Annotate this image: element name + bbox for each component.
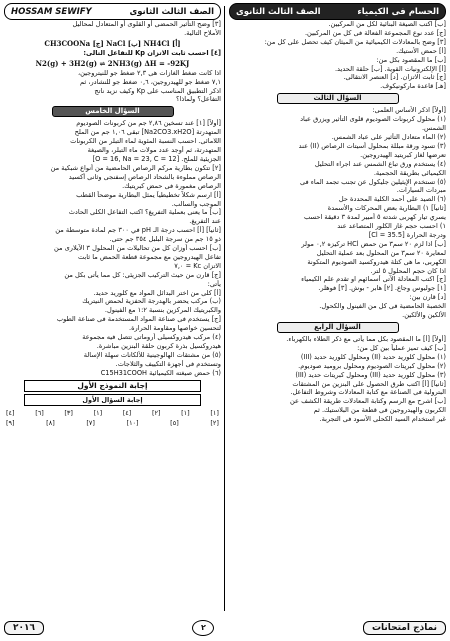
question-line: ١) احسب حجم غاز الكلور المتصاعد عند bbox=[337, 222, 446, 231]
question-line: (١) محلول كربونات الصوديوم قلوى التأثير ويزرق عباد bbox=[300, 115, 446, 124]
right-header bbox=[229, 3, 446, 20]
salts-formulas: CH3COONa [ج] NaCl [ب] NH4Cl [أ] bbox=[44, 38, 181, 48]
answer-choice: [٢] bbox=[151, 408, 161, 417]
answer-choice: [٨] bbox=[46, 418, 55, 427]
question-line: [٢] تتكون بطارية مركم الرصاص الحامضية من أنواع شبكية من bbox=[50, 163, 221, 172]
haber-equation: N2(g) + 3H2(g) ⇌ 2NH3(g) ΔH = -92KJ bbox=[35, 58, 190, 68]
question-line: ودرجة الحرارة [Cl = 35.5] bbox=[368, 230, 446, 239]
question-line: [ج] قارن من حيث التركيب الجزيئى: كل مما يأتى بكل من bbox=[64, 270, 221, 279]
question-line: (٦) حمض صيغته الكيميائية C15H31COOH bbox=[100, 368, 221, 377]
model-answer-subtitle: إجابة السؤال الأول bbox=[24, 394, 201, 406]
question-line: [أولاً] [١] عند تسخين ٢,٨٦ جم من كربونات الصوديوم bbox=[76, 119, 221, 128]
question-line: الاتزان Kc = ٧,٠ bbox=[174, 261, 221, 270]
footer-exam-label: نماذج امتحانات bbox=[363, 621, 446, 635]
equilibrium-intro: [٤] احسب ثابت الاتزان Kp للتفاعل التالى: bbox=[83, 48, 221, 57]
question-line: [أ] الإلكترونيات القوية. [ب] حلقة الحديد. bbox=[334, 64, 446, 73]
q3-title: السؤال الثالث bbox=[277, 93, 399, 104]
question-line: الرصاص مملوءة بالشحاد الرصاص إسفنجى وثانى أكسيد bbox=[68, 172, 221, 181]
question-line: تفاعل الهيدروجين مع مجموعة قطعة الحمض ما ثابت bbox=[77, 252, 221, 261]
question-line: [أ] حمض الأستيك. bbox=[396, 46, 446, 55]
question-line: [ب] اذا لزم ٢٠ سم٣ من حمض HCl تركيزه ٠,٢ مولر bbox=[301, 239, 446, 248]
question-line: [ج] اكتب المعادلة الآتى أسمائهم او تقدم علم الكيمياء bbox=[301, 275, 446, 284]
question-line: الأملاح التالية. bbox=[184, 28, 221, 37]
q4-title: السؤال الرابع bbox=[277, 322, 399, 333]
question-line: غير استخدام السيد الكحلى الأسود فى التجربة. bbox=[319, 415, 446, 424]
question-line: [ب] اكتب الصيغة البنائية لكل من المركبين. bbox=[328, 20, 446, 28]
question-line: الكهربى، ما هى كتلة هيدروكسيد الصوديوم المتكونة bbox=[307, 257, 446, 266]
left-top-lines bbox=[4, 20, 221, 38]
question-line: [أولاً] [أ] ما المقصود بكل مما يأتى مع ذكر الطلاء بالكهرباء. bbox=[286, 335, 446, 343]
question-line: الرصاص مغمورة فى حمض كبريتيك. bbox=[122, 181, 221, 190]
question-line: (٣) محلول كلوريد حديد (III) ومحلول كبريتات حديد (III) bbox=[295, 370, 446, 379]
book-title: الحسام فى الكيمياء bbox=[357, 6, 439, 17]
q3-lines bbox=[229, 106, 446, 320]
question-line: [ب] كيف تميز عملياً بين كل من: bbox=[357, 343, 446, 352]
q5-lines bbox=[4, 119, 221, 377]
question-line: [ج] عدد نوع المجموعة الفعالة فى كل من المركبين. bbox=[304, 28, 446, 37]
question-line: [٣] وضح التأثير الحمضى أو القلوى أو المتعادل لمحاليل bbox=[72, 20, 221, 28]
question-line: الخصبة الحامضية فى كل من الفينول والكحول. bbox=[319, 302, 446, 311]
question-line: الألكين والألكين. bbox=[402, 311, 446, 320]
question-line: الكربون والهيدروجين فى قطعة من البلاستيك. ثم bbox=[313, 406, 446, 415]
question-line: [ثانياً] [أ] اكتب طرق الحصول على البنزين من المشتقات bbox=[292, 379, 446, 388]
left-header bbox=[4, 3, 221, 20]
answer-choice: [٤] bbox=[6, 408, 15, 417]
question-line: [أ] كلى من اختر البدائل المواد مع كلوريد حديد. bbox=[93, 288, 221, 297]
answer-choice: [١] bbox=[181, 408, 190, 417]
question-line: اذا كانت ضغط الغازات هى ٢,٣ ضغط جو للنيتروجين، bbox=[77, 68, 221, 77]
answer-choice: [٣] bbox=[64, 408, 73, 417]
question-line: [١] جوليوس وجاع. [٢] هابر - بوش. [٣] فوهلر. bbox=[318, 284, 446, 293]
grade-label: الصف الثالث الثانوى bbox=[236, 6, 321, 17]
question-line: [ج] ثابت الاتزان. [د] العنصر الانتقالى. bbox=[343, 73, 446, 82]
question-line: وتستخدم فى أجهزة التكييف والثلاجات. bbox=[115, 359, 221, 368]
question-line: البترولية فى الصناعة مع كتابة المعادلات وشروط التفاعل. bbox=[290, 388, 446, 397]
question-line: [د] قارن بين: bbox=[409, 293, 446, 302]
question-line: [ب] اشرح مع الرسم وكتابة المعادلات طريقة الكشف عن bbox=[290, 397, 446, 406]
q4-lines bbox=[229, 335, 446, 424]
question-line: ٧,١ ضغط جو للهيدروجين، ٠,٦ ضغط جو للنشادر، ثم bbox=[80, 77, 221, 86]
question-line: (٣) تسود ورقة مبللة بمحلول أسيتات الرصاص (II) عند bbox=[298, 141, 446, 150]
question-line: الموجب والسالب. bbox=[171, 199, 221, 208]
column-divider bbox=[224, 6, 225, 611]
question-line: (٦) الصيد على أحمد الكلية المحددة حل bbox=[338, 195, 446, 204]
question-line: (٥) تستخدم الإيثيلين جليكول عن تجنب تجمد الماء فى bbox=[300, 177, 446, 186]
question-line: [ثانياً] ١) البطارية بعض المحركات والأسمدة bbox=[327, 204, 446, 213]
question-line: [٣] وضح بالمعادلات الكيميائية من الميثان كيف تحصل على كل من: bbox=[264, 37, 446, 46]
right-column bbox=[229, 3, 446, 615]
answer-choice: [٥] bbox=[170, 418, 179, 427]
question-line: لمعايرة ٢٠ سم٣ من المحلول بعد عملية التحليل bbox=[316, 248, 446, 257]
answer-choice: [١٠] bbox=[126, 418, 139, 427]
question-line: هيدروكسيل بذرة كربون حلقة البنزين مباشرة. bbox=[96, 342, 221, 350]
question-line: (٢) الماء متعادل التأثير على عباد الشمس. bbox=[331, 132, 446, 141]
question-line: يسري تيار كهربى شدته ٥ أمبير لمدة ٣ دقيقة احسب bbox=[304, 213, 446, 222]
question-line: [هـ] قاعدة ماركونيكوف. bbox=[380, 82, 446, 91]
question-line: (١) محلول كلوريد حديد (II) ومحلول كلوريد حديد (III) bbox=[300, 352, 446, 361]
q5-title: السؤال الخامس bbox=[52, 106, 174, 117]
answer-choice: [٧] bbox=[86, 418, 95, 427]
answer-choice: [٦] bbox=[35, 408, 44, 417]
question-line: تعرضها لغاز كبريتيد الهيدروجين. bbox=[360, 150, 446, 159]
question-line: [ج] يستخدم فى صناعة المواد المستخدمة فى صناعة الطوب bbox=[56, 315, 221, 324]
footer-year: ٢٠١٦ bbox=[4, 621, 44, 635]
question-line: [ب] ما المقصود بكل من: bbox=[376, 55, 446, 64]
question-line: لتحسين خواصها ومقاومة الحرارة. bbox=[128, 324, 221, 333]
question-line: [ب] ما يعنى بعملية التفريغ؟ اكتب التفاعل الكلى الحادث bbox=[68, 208, 221, 217]
question-line: [ثانياً] [أ] احسب درجة الـ pH في ٣٠٠ جم لمادة متوسطة من bbox=[55, 226, 221, 235]
question-line: [أولاً] اذكر الأساس العلمى: bbox=[372, 106, 446, 115]
answer-choice: [٩] bbox=[6, 418, 15, 427]
question-line: الشمس. bbox=[421, 124, 446, 133]
question-line: مبردات السيارات. bbox=[396, 186, 446, 195]
question-line: (٤) يستخدم ورق تباع الشمس عند اجراء التحليل bbox=[314, 159, 446, 168]
question-line: يأتى: bbox=[207, 279, 221, 288]
author-name: HOSSAM SEWIFY bbox=[11, 6, 92, 17]
question-line: [ب] احسب أوزان كل من تحاليلات من المحلول ٣ الآيلارى من bbox=[53, 244, 221, 253]
left-column bbox=[4, 3, 221, 615]
answers-row-2 bbox=[4, 418, 221, 428]
answers-row-1 bbox=[4, 408, 221, 418]
question-line: ذو ١٥ جم من سرجة البلبل ٣٥٤ جم حتى. bbox=[109, 235, 221, 244]
answer-choice: [٤] bbox=[122, 408, 132, 417]
right-top-lines bbox=[229, 20, 446, 91]
question-line: اذكر التطبيق المناسب على Kp وكيف نزيد ناتج bbox=[94, 86, 221, 95]
grade-label-left: الصف الثالث الثانوى bbox=[129, 6, 214, 17]
question-line: عند التفريغ. bbox=[189, 217, 221, 226]
question-line: (٢) محلول كبريتات الصوديوم ومحلول بروميد صوديوم. bbox=[298, 361, 446, 370]
question-line: [أ] ارسم شكلاً تخطيطياً يمثل البطارية موضحاً القطب bbox=[76, 190, 221, 199]
question-line: (٤) مركب هيدروكسيلى أروماتى تتصل فيه مجموعة bbox=[82, 333, 221, 342]
question-line: الكيميائى بطريقة الحجمية. bbox=[373, 168, 446, 177]
question-line: الجزيئية للملح. [O = 16, Na = 23, C = 12] bbox=[92, 154, 221, 163]
question-line: المتهدرتة [Na2CO3.xH2O] تبقى ١,٠٦ جم من الملح bbox=[74, 128, 221, 137]
left-mid-lines bbox=[4, 69, 221, 105]
question-line: (٥) من مشتقات الهالوجينية للألكانات سهلة الإسالة bbox=[83, 350, 221, 359]
question-line: التفاعل؟ ولماذا؟ bbox=[176, 95, 221, 104]
answer-choice: [١] bbox=[210, 408, 219, 417]
question-line: المتهدرتة، ثم أوجد عدد مولات ماء التبلر، والصيغة bbox=[87, 146, 221, 155]
question-line: والكبريتيك المركزين بنسبة ١:٢ مع الفينول. bbox=[104, 306, 221, 315]
page-number: ٢ bbox=[192, 620, 214, 636]
page-footer bbox=[4, 618, 446, 638]
question-line: اذا كان حجم المحلول ٥ لتر. bbox=[370, 266, 446, 275]
answer-choice: [٢] bbox=[210, 418, 219, 427]
model-answer-title: إجابة النموذج الأول bbox=[24, 380, 201, 392]
answer-choice: [١] bbox=[93, 408, 103, 417]
question-line: (ب) مركب يحضر بالهدرجة الحفزية لحمض النيتريك bbox=[82, 297, 221, 306]
question-line: اللامائى. احسب النسبة المئوية لماء التبلر من الكربونات bbox=[70, 137, 221, 146]
